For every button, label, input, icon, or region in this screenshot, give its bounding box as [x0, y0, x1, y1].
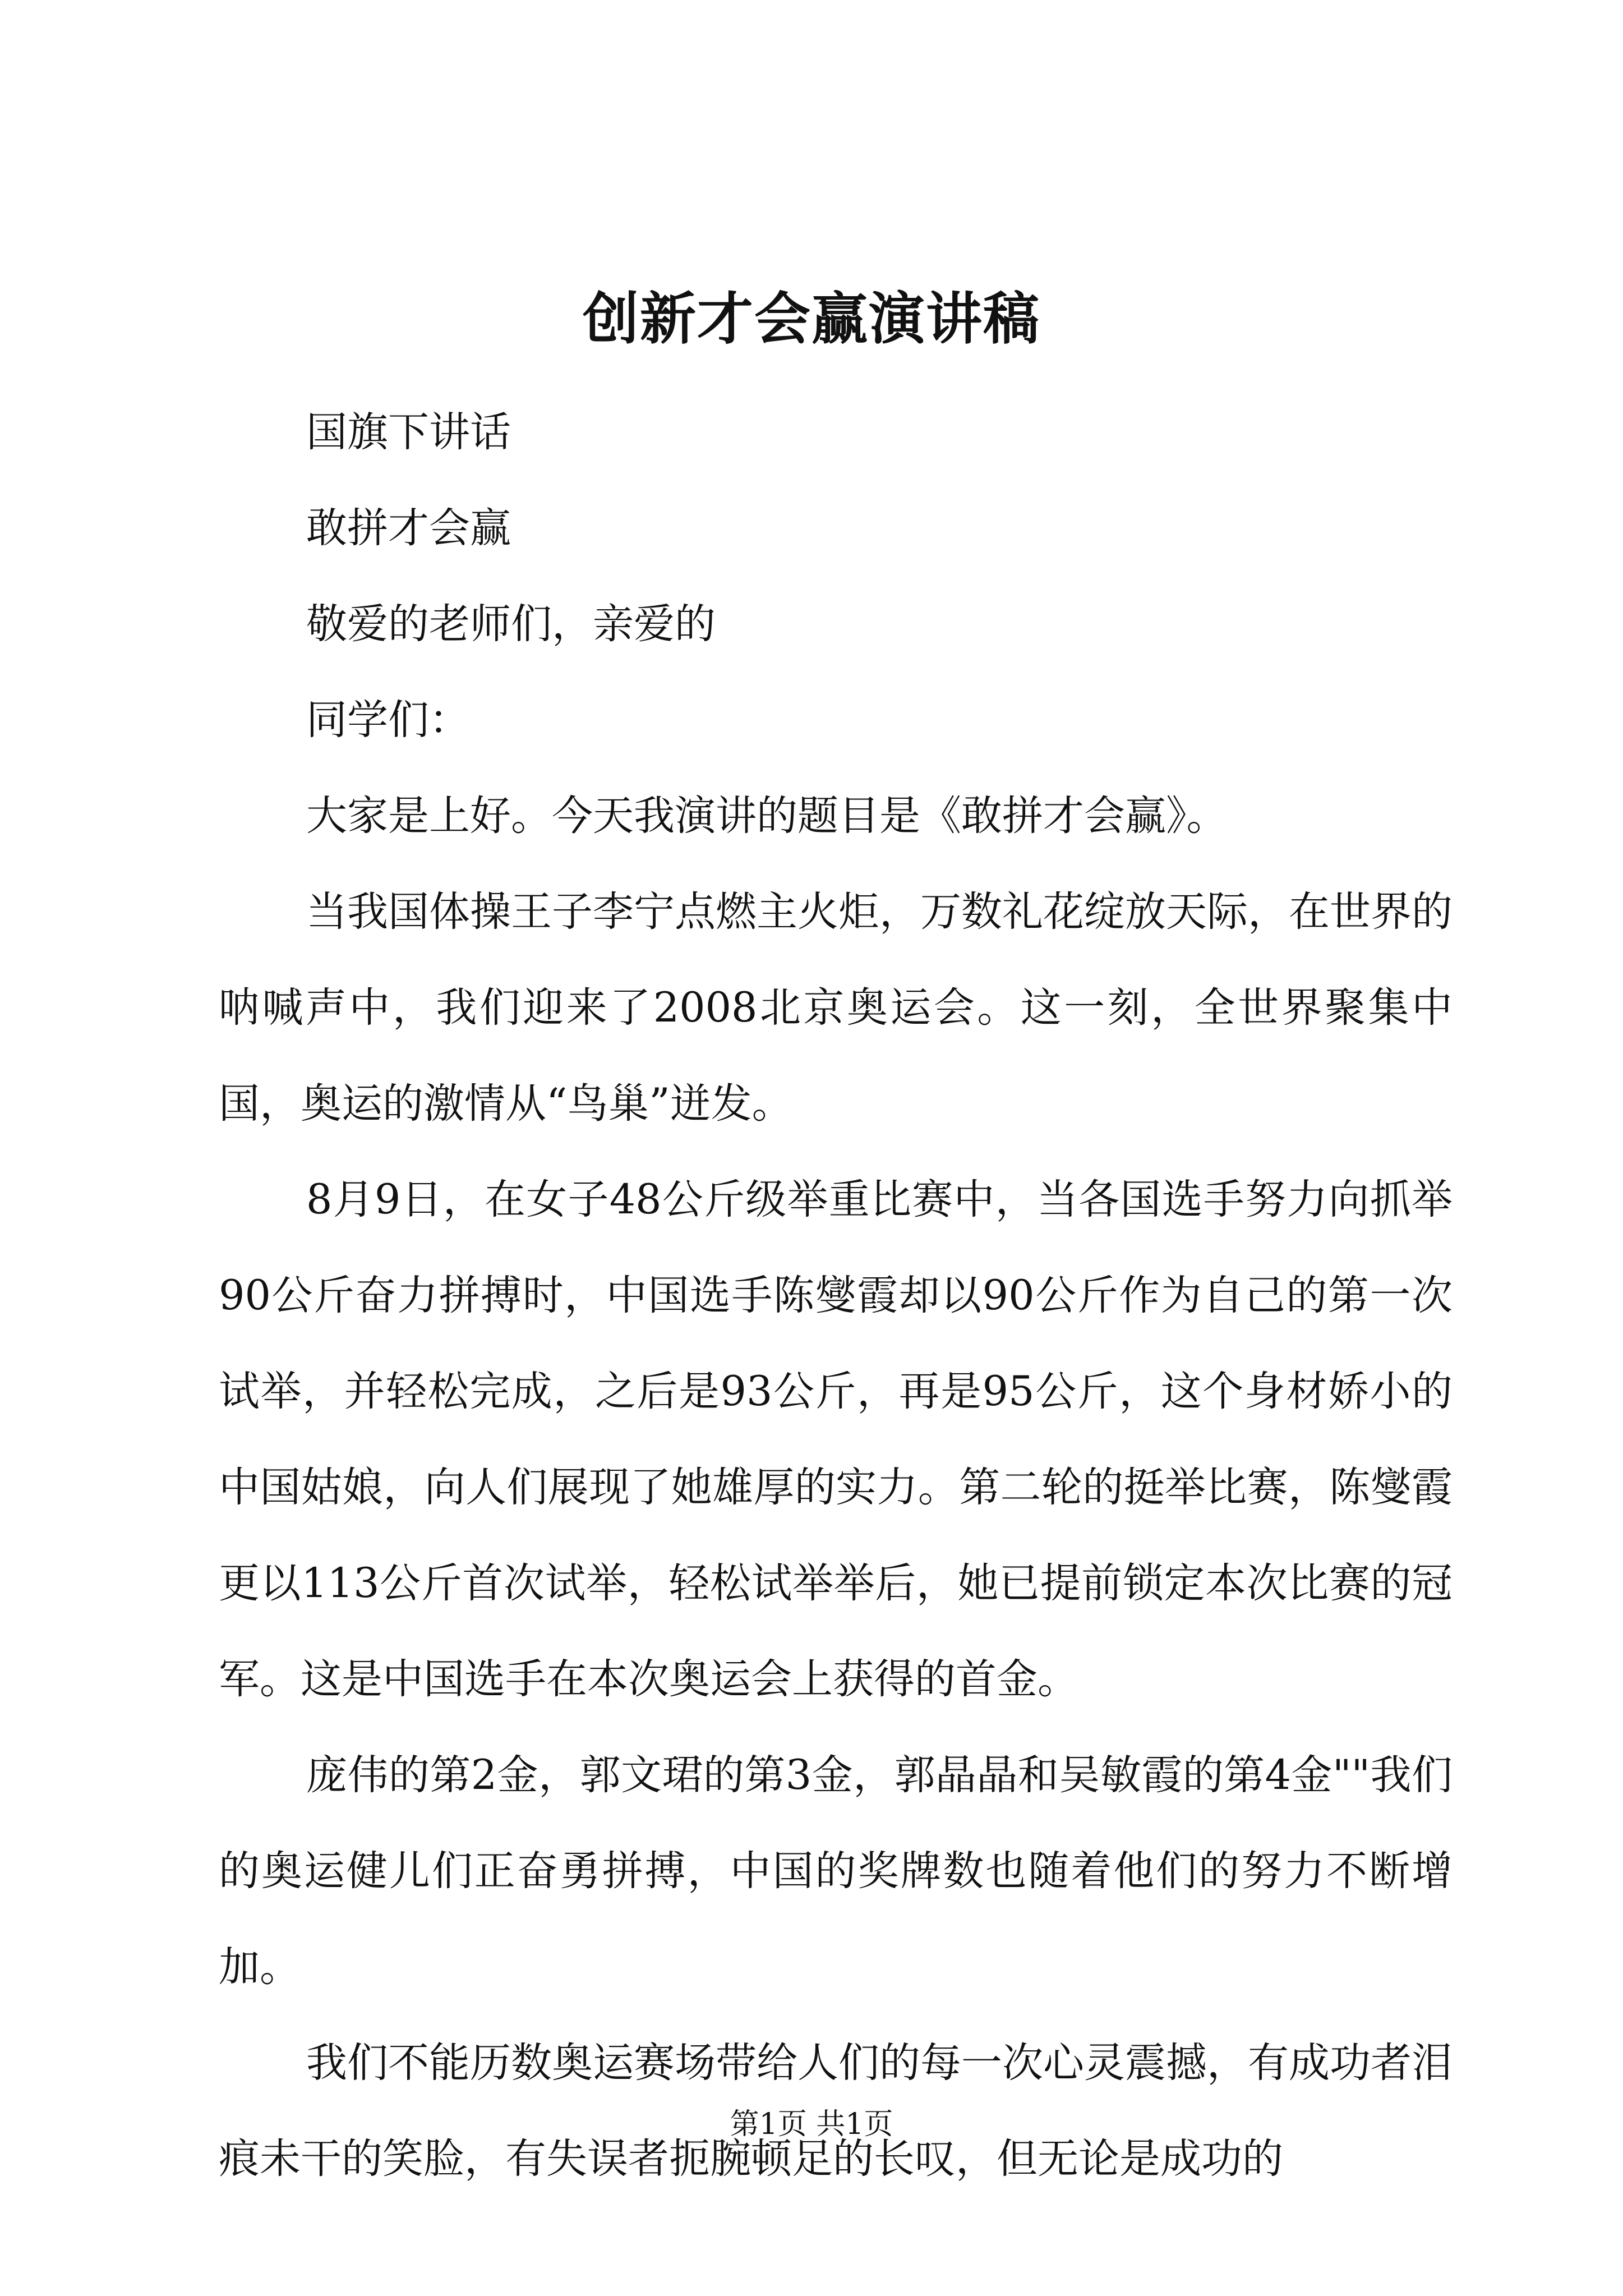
paragraph: 我们不能历数奥运赛场带给人们的每一次心灵震撼，有成功者泪痕未干的笑脸，有失误者扼腕顿足的长叹，但无论是成功的 [219, 2039, 1453, 2183]
paragraph: 当我国体操王子李宁点燃主火炬，万数礼花绽放天际，在世界的呐喊声中，我们迎来了2008北京奥运会。这一刻，全世界聚集中国，奥运的激情从“鸟巢”迸发。 [219, 888, 1453, 1128]
paragraph: 敬爱的老师们，亲爱的 [306, 600, 716, 648]
paragraph: 敢拼才会赢 [306, 504, 511, 552]
paragraph: 庞伟的第2金，郭文珺的第3金，郭晶晶和吴敏霞的第4金""我们的奥运健儿们正奋勇拼搏，中国的奖牌数也随着他们的努力不断增加。 [219, 1751, 1453, 1991]
paragraph: 大家是上好。今天我演讲的题目是《敢拼才会赢》。 [306, 792, 1228, 840]
paragraph: 国旗下讲话 [306, 408, 511, 456]
page-footer: 第1页 共1页 [730, 2108, 893, 2141]
document-title: 创新才会赢演讲稿 [583, 286, 1040, 352]
document-body [219, 384, 1453, 2207]
paragraph: 8月9日，在女子48公斤级举重比赛中，当各国选手努力向抓举90公斤奋力拼搏时，中国选手陈燮霞却以90公斤作为自己的第一次试举，并轻松完成，之后是93公斤，再是95公斤，这个身材娇小的中国姑娘，向人们展现了她雄厚的实力。第二轮的挺举比赛，陈燮霞更以113公斤首次试举，轻松试举举后，她已提前锁定本次比赛的冠军。这是中国选手在本次奥运会上获得的首金。 [219, 1176, 1453, 1703]
paragraph: 同学们： [306, 696, 470, 744]
